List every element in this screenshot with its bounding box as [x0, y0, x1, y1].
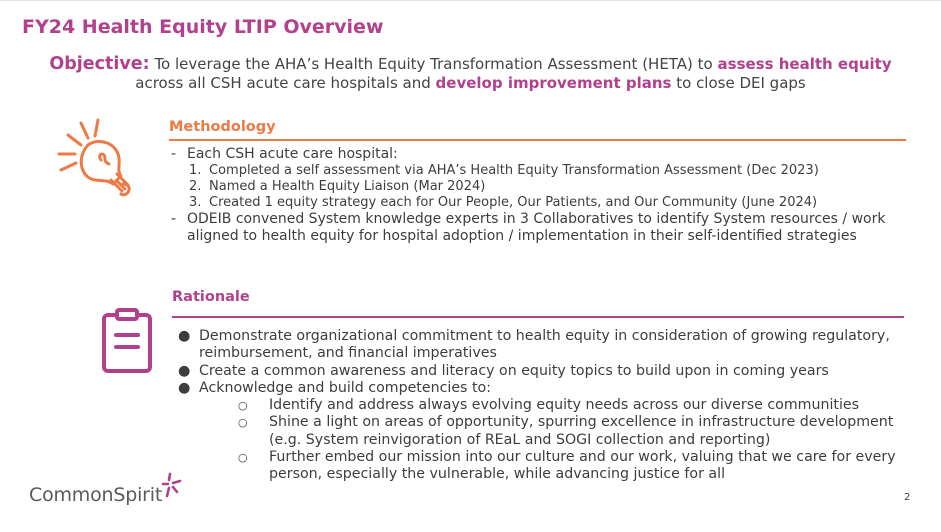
rationale-subbullet: [178, 414, 918, 449]
bullet-marker: ●: [178, 328, 191, 344]
page-number: 2: [904, 492, 911, 503]
lightbulb-icon: [55, 118, 139, 198]
methodology-subitem-text: Completed a self assessment via AHA’s Health Equity Transformation Assessment (Dec 2023): [209, 163, 819, 178]
commonspirit-logo: [29, 472, 189, 508]
methodology-subitem-text: Created 1 equity strategy each for Our People, Our Patients, and Our Community (June 2024): [209, 195, 818, 210]
top-divider: [0, 0, 941, 1]
rationale-bullet-text: Acknowledge and build competencies to:: [199, 379, 491, 396]
objective-highlight-2: develop improvement plans: [435, 74, 672, 92]
rationale-divider: [172, 316, 904, 318]
methodology-subitem: [169, 179, 919, 195]
methodology-item-text: Each CSH acute care hospital:: [187, 146, 398, 162]
rationale-bullet: [178, 328, 918, 363]
bullet-marker: ●: [178, 362, 191, 379]
logo-wordmark: CommonSpirit: [29, 484, 163, 506]
rationale-heading: Rationale: [172, 289, 250, 305]
rationale-list: [178, 328, 918, 484]
objective-text-2: across all CSH acute care hospitals and: [135, 74, 436, 92]
spirit-mark-icon: [157, 472, 183, 498]
objective-label: Objective:: [49, 54, 150, 74]
list-number: 1.: [189, 163, 202, 178]
page-title: FY24 Health Equity LTIP Overview: [22, 16, 384, 38]
methodology-subitem: [169, 163, 919, 179]
objective-highlight-1: assess health equity: [717, 55, 892, 73]
dash-marker: -: [171, 211, 177, 227]
rationale-subbullet-text: Further embed our mission into our culture and our work, valuing that we care for every person, especially the vulnerable, while advancing justice for all: [269, 449, 896, 483]
rationale-bullet: [178, 380, 918, 397]
objective-text-1: To leverage the AHA’s Health Equity Transformation Assessment (HETA) to: [149, 55, 718, 73]
objective-text-3: to close DEI gaps: [671, 74, 806, 92]
rationale-bullet: [178, 363, 918, 380]
methodology-item-text: ODEIB convened System knowledge experts in 3 Collaboratives to identify System resources / work aligned to health equity for hospital adoption / implementation in their self-identified strategies: [187, 211, 886, 244]
list-number: 2.: [189, 179, 202, 194]
rationale-subbullet-text: Shine a light on areas of opportunity, spurring excellence in infrastructure development (e.g. System reinvigoration of REaL and SOGI collection and reporting): [269, 414, 894, 448]
bullet-marker: ●: [178, 379, 191, 396]
rationale-subbullet: [178, 449, 918, 484]
methodology-heading: Methodology: [169, 119, 276, 135]
methodology-item: [169, 211, 919, 245]
methodology-divider: [169, 139, 906, 141]
rationale-subbullet-text: Identify and address always evolving equity needs across our diverse communities: [269, 397, 860, 414]
sub-bullet-marker: ○: [238, 399, 248, 413]
methodology-list: [169, 146, 919, 245]
objective-statement: [10, 55, 931, 93]
dash-marker: -: [171, 146, 177, 162]
sub-bullet-marker: ○: [238, 416, 248, 430]
rationale-bullet-text: Create a common awareness and literacy on equity topics to build upon in coming years: [199, 362, 829, 379]
methodology-item: [169, 146, 919, 163]
list-number: 3.: [189, 195, 202, 210]
sub-bullet-marker: ○: [238, 451, 248, 465]
methodology-subitem: [169, 195, 919, 211]
methodology-subitem-text: Named a Health Equity Liaison (Mar 2024): [209, 179, 486, 194]
rationale-subbullet: [178, 397, 918, 414]
clipboard-icon: [100, 307, 156, 377]
methodology-sublist: [169, 163, 919, 211]
rationale-bullet-text: Demonstrate organizational commitment to health equity in consideration of growing regulatory, reimbursement, and financial imperatives: [199, 328, 890, 362]
